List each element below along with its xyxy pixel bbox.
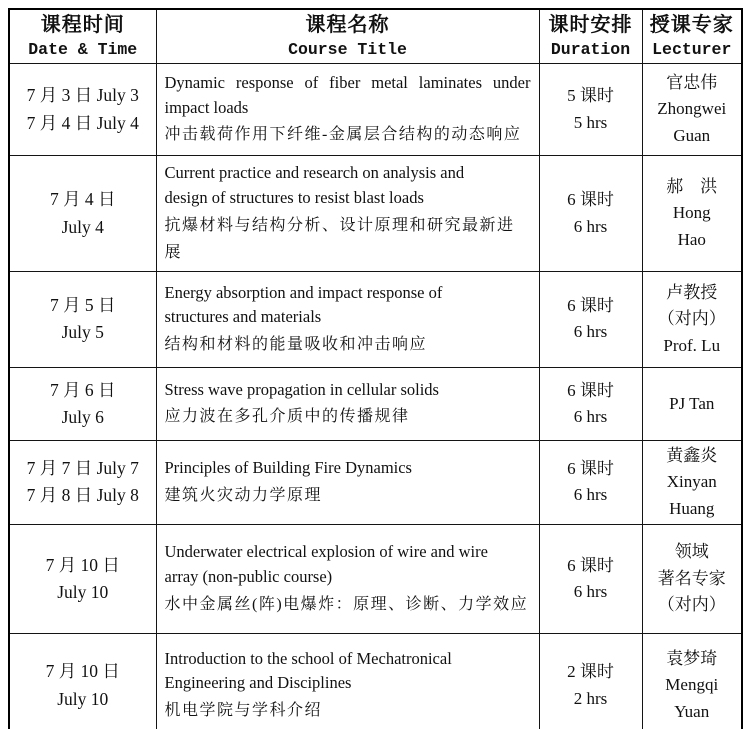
table-row xyxy=(9,525,742,634)
course-table-body xyxy=(9,64,742,729)
title-en-line: Underwater electrical explosion of wire and wire xyxy=(164,542,488,562)
header-lecturer xyxy=(642,9,742,64)
title-en-line: structures and materials xyxy=(164,307,322,327)
lecturer-line: Huang xyxy=(669,498,715,518)
header-course-title xyxy=(156,9,539,64)
date-cell xyxy=(9,271,156,367)
course-title-zh: 建筑火灾动力学原理 xyxy=(164,486,323,504)
date-cell xyxy=(9,367,156,440)
course-title-zh: 机电学院与学科介绍 xyxy=(164,702,323,720)
course-title-zh: 应力波在多孔介质中的传播规律 xyxy=(164,408,410,426)
lecturer-cell xyxy=(642,367,742,440)
header-course-title-zh: 课程名称 xyxy=(305,14,390,36)
course-title-en xyxy=(165,71,531,121)
title-cell xyxy=(156,156,539,272)
course-title-en xyxy=(165,456,531,481)
duration-cell xyxy=(539,634,642,729)
duration-en: 6 hrs xyxy=(573,322,608,342)
title-cell xyxy=(156,271,539,367)
date-cell xyxy=(9,156,156,272)
duration-zh: 6 课时 xyxy=(567,459,614,479)
lecturer-cell xyxy=(642,156,742,272)
course-title-en xyxy=(165,647,531,697)
table-row xyxy=(9,271,742,367)
date-line: 7 月 5 日 xyxy=(49,295,116,316)
lecturer-line: 袁梦琦 xyxy=(666,648,718,668)
lecturer-cell xyxy=(642,525,742,634)
date-line: July 5 xyxy=(61,322,104,343)
lecturer-line: Xinyan xyxy=(666,472,717,492)
table-header xyxy=(9,9,742,64)
lecturer-line: 领域 xyxy=(674,542,709,562)
table-row xyxy=(9,156,742,272)
date-cell xyxy=(9,64,156,156)
duration-zh: 6 课时 xyxy=(567,296,614,316)
duration-cell xyxy=(539,64,642,156)
lecturer-line: 郝 洪 xyxy=(666,177,718,197)
title-en-line: array (non-public course) xyxy=(164,566,333,586)
title-cell xyxy=(156,64,539,156)
duration-zh: 2 课时 xyxy=(567,662,614,682)
duration-zh: 6 课时 xyxy=(567,190,614,210)
header-duration xyxy=(539,9,642,64)
duration-en: 5 hrs xyxy=(573,112,608,132)
header-duration-zh: 课时安排 xyxy=(548,14,633,36)
lecturer-line: Yuan xyxy=(674,701,710,721)
title-en-line: Engineering and Disciplines xyxy=(164,673,352,693)
header-lecturer-zh: 授课专家 xyxy=(649,14,734,36)
duration-zh: 6 课时 xyxy=(567,555,614,575)
course-title-zh: 冲击载荷作用下纤维-金属层合结构的动态响应 xyxy=(164,126,522,144)
duration-cell xyxy=(539,525,642,634)
date-cell xyxy=(9,634,156,729)
duration-en: 6 hrs xyxy=(573,485,608,505)
title-cell xyxy=(156,440,539,524)
lecturer-line: 卢教授 xyxy=(666,282,718,302)
lecturer-line: Hong xyxy=(672,203,711,223)
date-line: July 6 xyxy=(61,406,104,427)
course-title-zh: 结构和材料的能量吸收和冲击响应 xyxy=(164,336,428,354)
duration-cell xyxy=(539,271,642,367)
course-schedule-table xyxy=(8,8,743,729)
lecturer-line: 黄鑫炎 xyxy=(666,445,718,465)
title-cell xyxy=(156,634,539,729)
table-row xyxy=(9,64,742,156)
lecturer-cell xyxy=(642,440,742,524)
lecturer-line: Hao xyxy=(677,229,706,249)
table-row xyxy=(9,367,742,440)
date-line: July 10 xyxy=(57,582,109,602)
header-date-time xyxy=(9,9,156,64)
title-cell xyxy=(156,525,539,634)
course-title-en xyxy=(165,378,531,403)
title-cell xyxy=(156,367,539,440)
date-line: July 10 xyxy=(57,688,109,709)
table-row xyxy=(9,440,742,524)
duration-en: 6 hrs xyxy=(573,582,608,601)
date-line: 7 月 10 日 xyxy=(45,661,120,682)
lecturer-line: Zhongwei xyxy=(657,99,727,119)
duration-cell xyxy=(539,367,642,440)
course-title-en xyxy=(165,281,531,331)
lecturer-cell xyxy=(642,271,742,367)
date-cell xyxy=(9,525,156,634)
duration-zh: 6 课时 xyxy=(567,380,614,400)
lecturer-line: （对内） xyxy=(657,309,726,329)
lecturer-line: 官忠伟 xyxy=(666,73,718,93)
header-lecturer-en: Lecturer xyxy=(652,40,732,59)
lecturer-cell xyxy=(642,634,742,729)
course-title-en xyxy=(165,540,531,590)
date-line: July 4 xyxy=(61,216,104,237)
title-en-line: Current practice and research on analysis and xyxy=(164,163,465,183)
course-title-en xyxy=(165,161,531,211)
date-line: 7 月 10 日 xyxy=(45,554,120,575)
duration-cell xyxy=(539,156,642,272)
header-date-time-zh: 课程时间 xyxy=(40,14,125,36)
date-line: 7 月 3 日 July 3 xyxy=(26,85,139,106)
date-line: 7 月 7 日 July 7 xyxy=(26,458,139,479)
duration-en: 2 hrs xyxy=(573,688,608,708)
lecturer-line: Prof. Lu xyxy=(663,335,721,355)
title-en-line: design of structures to resist blast loads xyxy=(164,187,424,207)
title-en-line: Energy absorption and impact response of xyxy=(164,282,443,302)
date-line: 7 月 4 日 July 4 xyxy=(26,112,139,133)
header-date-time-en: Date & Time xyxy=(28,40,138,59)
date-line: 7 月 4 日 xyxy=(49,189,116,210)
duration-en: 6 hrs xyxy=(573,406,608,426)
duration-zh: 5 课时 xyxy=(567,86,614,106)
lecturer-line: PJ Tan xyxy=(669,393,715,413)
title-en-line: impact loads xyxy=(164,97,249,117)
lecturer-line: 著名专家 xyxy=(657,568,726,588)
duration-en: 6 hrs xyxy=(573,216,608,236)
title-en-line: Introduction to the school of Mechatronical xyxy=(164,648,452,668)
date-line: 7 月 6 日 xyxy=(49,379,116,400)
lecturer-cell xyxy=(642,64,742,156)
title-en-line: Principles of Building Fire Dynamics xyxy=(164,458,412,478)
header-course-title-en: Course Title xyxy=(288,40,407,59)
table-row xyxy=(9,634,742,729)
lecturer-line: （对内） xyxy=(657,595,726,615)
title-en-line: Stress wave propagation in cellular solids xyxy=(164,379,439,399)
date-line: 7 月 8 日 July 8 xyxy=(26,485,139,506)
course-title-zh: 抗爆材料与结构分析、设计原理和研究最新进展 xyxy=(164,216,515,261)
header-duration-en: Duration xyxy=(550,40,631,59)
lecturer-line: Mengqi xyxy=(665,675,719,695)
lecturer-line: Guan xyxy=(673,125,711,145)
duration-cell xyxy=(539,440,642,524)
header-row xyxy=(9,9,742,64)
title-en-line: Dynamic response of fiber metal laminates under xyxy=(164,72,531,92)
course-title-zh: 水中金属丝(阵)电爆炸：原理、诊断、力学效应 xyxy=(164,595,529,613)
date-cell xyxy=(9,440,156,524)
